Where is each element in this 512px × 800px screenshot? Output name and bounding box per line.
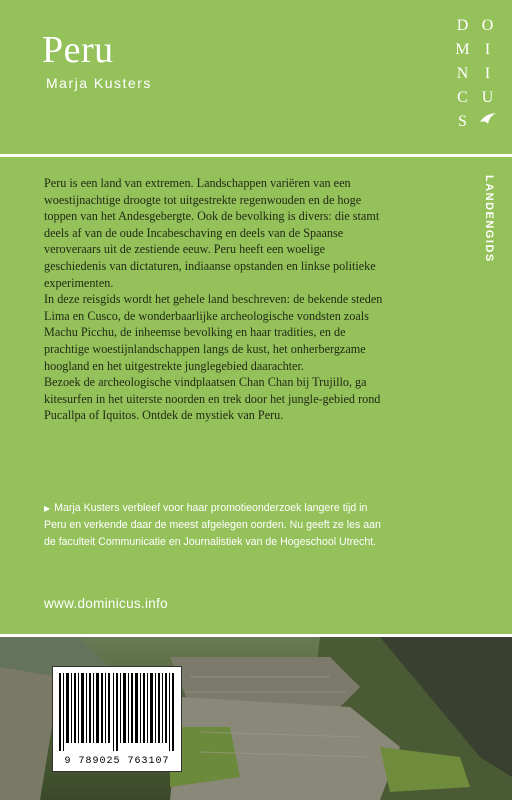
logo-letter: M	[455, 41, 470, 58]
cover-header	[0, 0, 512, 155]
bird-icon	[475, 110, 500, 134]
isbn-digits: 9 789025 763107	[64, 756, 170, 767]
logo-letter: I	[484, 65, 491, 82]
blurb-paragraph: Bezoek de archeologische vindplaatsen Chan Chan bij Trujillo, ga kitesurfen in het uiterste noorden en trek door het jungle-gebied rond Pucallpa of Iquitos. Ontdek de mystiek van Peru.	[44, 375, 381, 423]
series-label: LANDENGIDS	[483, 175, 495, 263]
blurb-paragraph: Peru is een land van extremen. Landschappen variëren van een woestijnachtige droogte tot uitgestrekte regenwouden en de hoge toppen van het Andesgebergte. Ook de bevolking is divers: die stamt deels af van de oude Incabeschaving en deels van de Spaanse veroveraars uit de zestiende eeuw. Peru heeft een woelige geschiedenis van dictaturen, indiaanse opstanden en linkse politieke experimenten.	[44, 176, 380, 290]
machu-picchu-photo	[0, 637, 512, 800]
blurb	[44, 175, 384, 424]
logo-letter: S	[458, 113, 467, 130]
author-bio	[44, 500, 384, 551]
logo-letter: D	[456, 17, 469, 34]
book-author: Marja Kusters	[46, 75, 152, 91]
triangle-bullet-icon: ▶	[44, 504, 51, 513]
isbn-barcode	[52, 666, 182, 772]
book-title: Peru	[42, 29, 114, 71]
logo-letter: U	[481, 89, 494, 106]
publisher-website: www.dominicus.info	[44, 596, 168, 611]
author-bio-text: Marja Kusters verbleef voor haar promotieonderzoek langere tijd in Peru en verkende daar de meest afgelegen oorden. Nu geeft ze les aan de faculteit Communicatie en Journalistiek van de Hogeschool Utrecht.	[44, 502, 381, 548]
publisher-logo	[450, 14, 500, 134]
blurb-paragraph: In deze reisgids wordt het gehele land beschreven: de bekende steden Lima en Cusco, de wonderbaarlijke archeologische vondsten zoals Machu Picchu, de inheemse bevolking en haar tradities, en de prachtige woestijnlandschappen langs de kust, het onherbergzame hoogland en het uitgestrekte junglegebied daarachter.	[44, 292, 383, 373]
logo-letter: O	[481, 17, 494, 34]
logo-letter: N	[456, 65, 469, 82]
header-divider	[0, 154, 512, 157]
logo-letter: C	[457, 89, 468, 106]
logo-letter: I	[484, 41, 491, 58]
